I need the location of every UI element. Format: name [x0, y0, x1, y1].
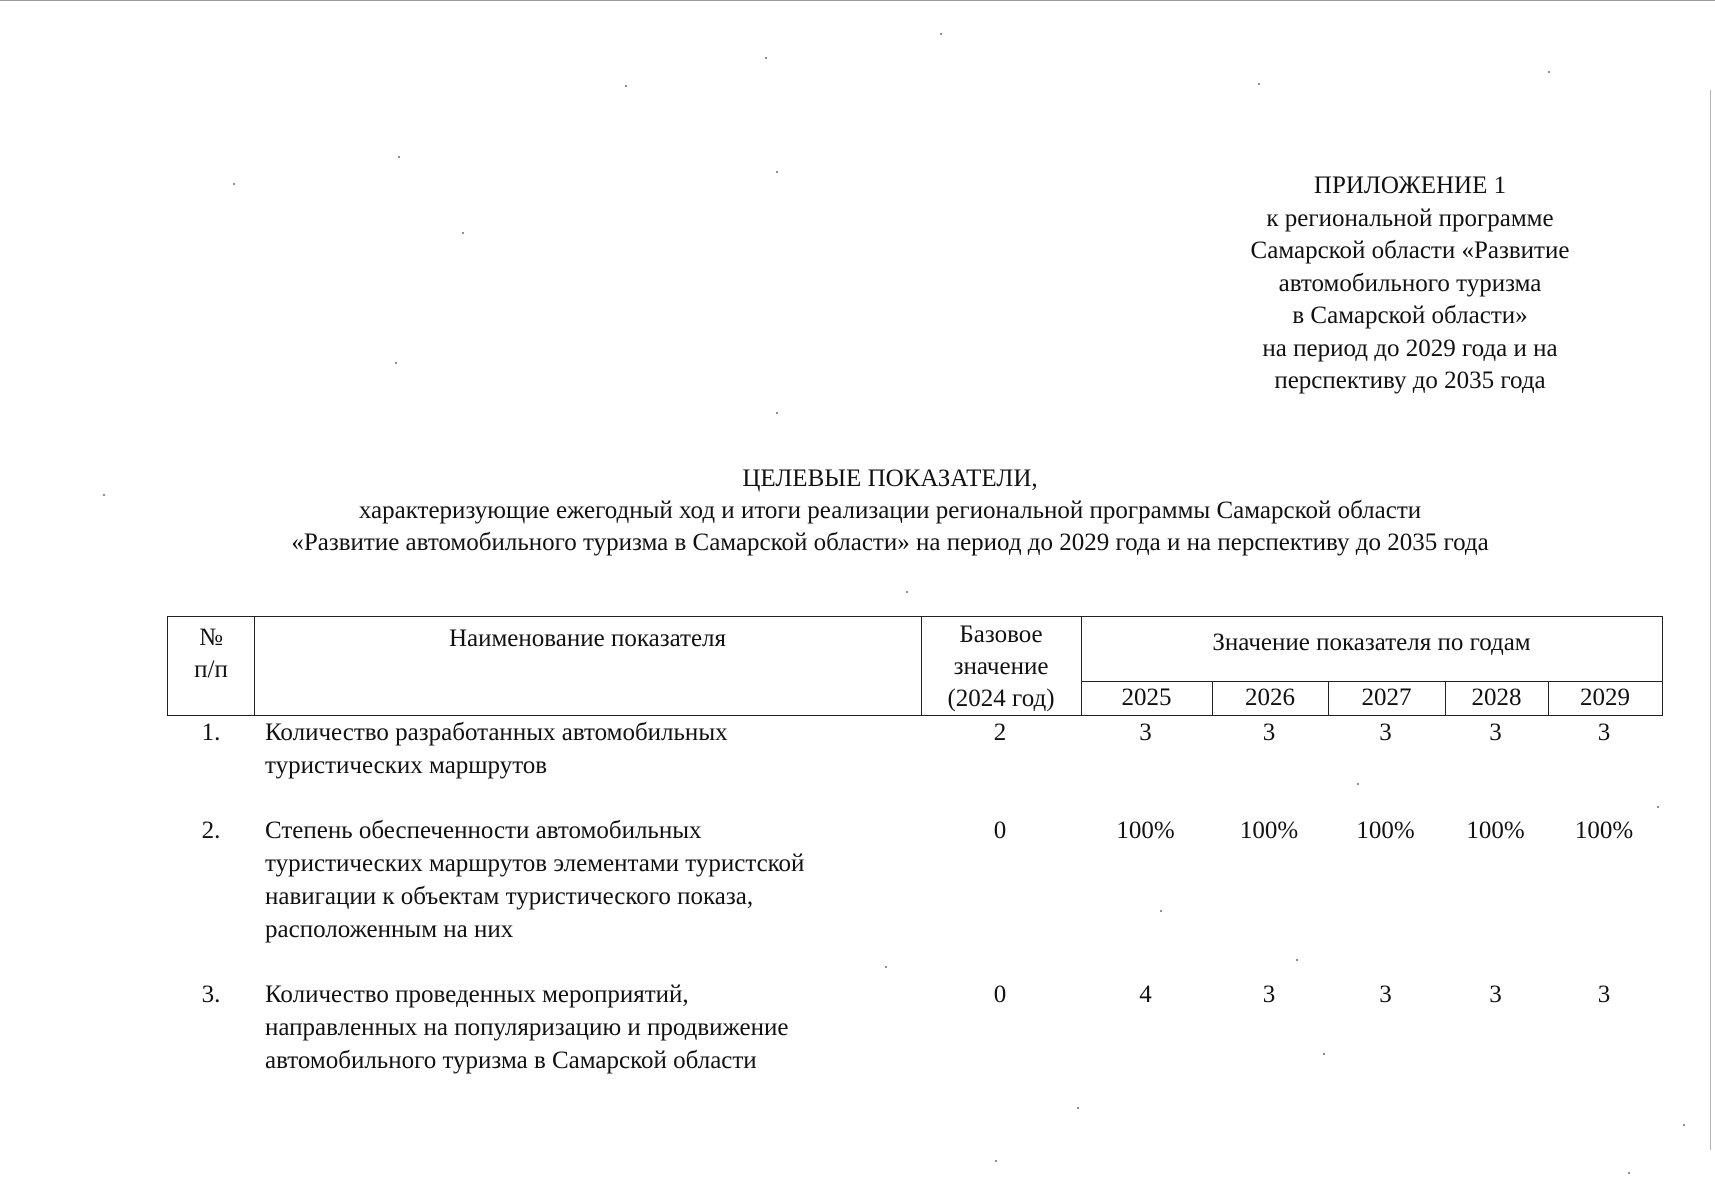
scan-speck — [765, 57, 767, 59]
scan-speck — [995, 1160, 997, 1162]
row-year-value: 100% — [1356, 817, 1415, 844]
row-name-line: Количество проведенных мероприятий, — [265, 981, 689, 1008]
row-year-value: 3 — [1379, 981, 1392, 1008]
row-year-value: 3 — [1379, 719, 1392, 746]
header-base-line: значение — [953, 653, 1049, 680]
row-year-value: 3 — [1139, 719, 1152, 746]
appendix-line: на период до 2029 года и на — [1262, 334, 1558, 362]
row-year-value: 3 — [1262, 719, 1276, 746]
scan-speck — [1077, 1107, 1079, 1109]
row-year-value: 3 — [1489, 719, 1502, 746]
scan-speck — [776, 171, 778, 173]
scan-speck — [395, 362, 397, 364]
table-row — [167, 978, 1663, 1088]
scan-speck — [1628, 1172, 1630, 1174]
appendix-line: Самарской области «Развитие — [1250, 237, 1570, 264]
header-year: 2028 — [1471, 684, 1522, 711]
row-base-value: 2 — [993, 719, 1007, 746]
row-year-value: 100% — [1466, 817, 1525, 844]
appendix-line: перспективу до 2035 года — [1274, 367, 1546, 394]
scan-speck — [1683, 1124, 1685, 1126]
row-name-line: направленных на популяризацию и продвижение — [265, 1014, 789, 1041]
row-base-value: 0 — [993, 981, 1007, 1008]
header-num-line: № — [199, 624, 223, 651]
header-year: 2025 — [1121, 684, 1172, 711]
appendix-line: в Самарской области» — [1292, 302, 1528, 329]
row-indicator-name — [265, 978, 885, 1077]
header-base-line: Базовое — [959, 621, 1043, 648]
scan-speck — [776, 412, 778, 414]
header-years-group: Значение показателя по годам — [1212, 629, 1531, 656]
header-base-line: (2024 год) — [947, 685, 1055, 712]
document-subtitle-line: «Развитие автомобильного туризма в Самарской области» на период до 2029 года и на перспективу до 2035 года — [291, 529, 1489, 556]
row-name-line: расположенным на них — [265, 916, 514, 943]
row-number: 1. — [201, 719, 221, 746]
row-year-value: 4 — [1139, 981, 1152, 1008]
scan-edge-right — [1710, 90, 1711, 1150]
document-title: ЦЕЛЕВЫЕ ПОКАЗАТЕЛИ, — [742, 465, 1038, 492]
scan-speck — [940, 33, 942, 35]
appendix-line: ПРИЛОЖЕНИЕ 1 — [1313, 172, 1507, 199]
row-year-value: 3 — [1597, 981, 1611, 1008]
row-year-value: 100% — [1116, 817, 1175, 844]
row-base-value: 0 — [993, 817, 1007, 844]
row-year-value: 100% — [1574, 817, 1634, 844]
header-name: Наименование показателя — [448, 625, 727, 652]
appendix-line: автомобильного туризма — [1278, 269, 1542, 297]
scan-speck — [462, 232, 464, 234]
row-year-value: 100% — [1239, 817, 1299, 844]
row-indicator-name — [265, 814, 885, 946]
row-name-line: Количество разработанных автомобильных — [265, 719, 728, 746]
row-name-line: навигации к объектам туристического показа, — [265, 883, 754, 910]
scan-speck — [625, 85, 627, 87]
header-base — [921, 619, 1081, 715]
document-title-block — [160, 463, 1620, 559]
appendix-block — [1170, 170, 1650, 398]
row-name-line: туристических маршрутов элементами туристской — [265, 850, 805, 877]
row-number: 3. — [201, 981, 221, 1008]
scan-speck — [233, 183, 235, 185]
row-name-line: туристических маршрутов — [265, 752, 548, 779]
row-year-value: 3 — [1262, 981, 1276, 1008]
scan-speck — [398, 156, 400, 158]
row-year-value: 3 — [1597, 719, 1611, 746]
scan-speck — [1258, 83, 1260, 85]
scan-speck — [906, 591, 908, 593]
header-year: 2027 — [1361, 684, 1412, 711]
scan-edge-top — [0, 0, 1715, 1]
header-year: 2026 — [1245, 684, 1295, 711]
table-row — [167, 716, 1663, 814]
table-row — [167, 814, 1663, 978]
row-year-value: 3 — [1489, 981, 1502, 1008]
row-name-line: автомобильного туризма в Самарской области — [265, 1047, 757, 1074]
document-subtitle-line: характеризующие ежегодный ход и итоги реализации региональной программы Самарской области — [358, 497, 1422, 524]
table-header — [167, 616, 1663, 716]
row-number: 2. — [201, 817, 221, 844]
scan-speck — [103, 494, 105, 496]
row-name-line: Степень обеспеченности автомобильных — [265, 817, 702, 844]
header-num-line: п/п — [194, 656, 228, 683]
indicators-table — [167, 616, 1663, 1088]
row-indicator-name — [265, 716, 885, 782]
appendix-line: к региональной программе — [1266, 204, 1554, 232]
scan-speck — [1548, 71, 1550, 73]
header-year: 2029 — [1580, 684, 1630, 711]
header-num — [168, 622, 254, 686]
